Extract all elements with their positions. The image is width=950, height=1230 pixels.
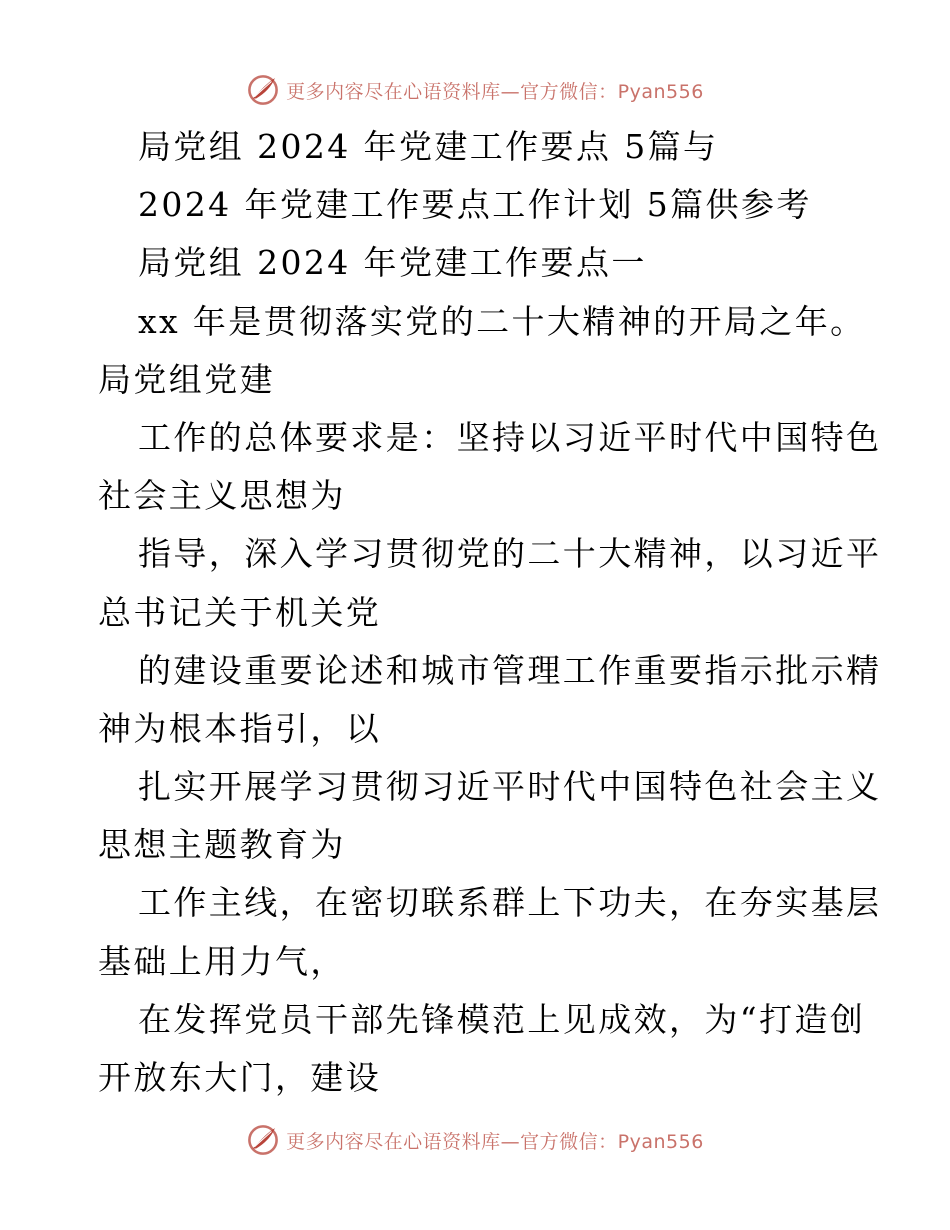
text-line: 工作的总体要求是：坚持以习近平时代中国特色 [138,417,882,457]
text-line: 总书记关于机关党 [98,592,382,632]
header-watermark [0,70,950,110]
text-line: 基础上用力气， [98,941,346,981]
text-line: 思想主题教育为 [98,825,346,865]
text-line: 社会主义思想为 [98,476,346,516]
text-line: 工作主线，在密切联系群上下功夫，在夯实基层 [138,883,882,923]
document-body [98,118,882,1107]
text-line: 局党组 2024 年党建工作要点 5篇与 [138,127,719,166]
text-line: 扎实开展学习贯彻习近平时代中国特色社会主义 [138,767,882,807]
feather-pen-logo-icon [246,1123,280,1157]
text-line: 开放东大门，建设 [98,1058,382,1097]
watermark-text: 更多内容尽在心语资料库—官方微信：Pyan556 [286,80,704,103]
text-line: 局党组 2024 年党建工作要点一 [138,243,647,283]
watermark-text: 更多内容尽在心语资料库—官方微信：Pyan556 [286,1130,704,1153]
footer-watermark [0,1120,950,1160]
text-line: 指导，深入学习贯彻党的二十大精神，以习近平 [138,534,882,574]
text-line: 2024 年党建工作要点工作计划 5篇供参考 [138,185,812,225]
text-line: 的建设重要论述和城市管理工作重要指示批示精 [138,650,882,690]
feather-pen-logo-icon [246,73,280,107]
text-line: 神为根本指引，以 [98,708,382,748]
text-line: xx 年是贯彻落实党的二十大精神的开局之年。 [138,301,866,341]
text-line: 在发挥党员干部先锋模范上见成效，为“打造创 [138,999,866,1039]
text-line: 局党组党建 [98,359,275,399]
